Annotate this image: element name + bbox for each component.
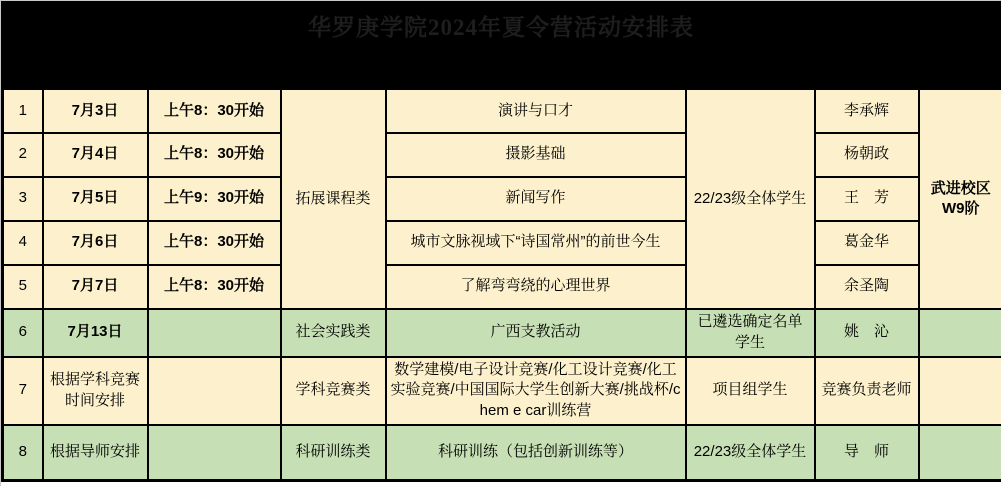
schedule-table — [1, 87, 1001, 482]
category-cell-merged: 拓展课程类 — [281, 89, 386, 309]
teacher-cell: 李承辉 — [815, 89, 919, 133]
location-cell-merged — [919, 89, 1001, 309]
row-number-cell: 3 — [3, 177, 43, 221]
date-cell: 7月3日 — [43, 89, 148, 133]
table-row — [3, 425, 1001, 481]
time-cell — [148, 309, 281, 357]
row-number-cell: 1 — [3, 89, 43, 133]
table-row — [3, 133, 1001, 177]
location-line2: W9阶 — [941, 199, 980, 217]
time-cell: 上午8：30开始 — [148, 89, 281, 133]
activity-cell: 了解弯弯绕的心理世界 — [386, 265, 686, 309]
row-number-cell: 2 — [3, 133, 43, 177]
teacher-cell: 竞赛负责老师 — [815, 357, 919, 425]
date-cell: 7月6日 — [43, 221, 148, 265]
table-row — [3, 177, 1001, 221]
time-cell: 上午8：30开始 — [148, 221, 281, 265]
date-cell: 7月13日 — [43, 309, 148, 357]
teacher-cell: 葛金华 — [815, 221, 919, 265]
activity-cell: 演讲与口才 — [386, 89, 686, 133]
teacher-cell: 杨朝政 — [815, 133, 919, 177]
table-row — [3, 89, 1001, 133]
table-row — [3, 309, 1001, 357]
activity-cell: 城市文脉视域下“诗国常州”的前世今生 — [386, 221, 686, 265]
date-cell: 7月4日 — [43, 133, 148, 177]
table-row — [3, 265, 1001, 309]
location-cell — [919, 425, 1001, 481]
location-cell — [919, 309, 1001, 357]
date-cell: 根据导师安排 — [43, 425, 148, 481]
participants-cell-merged: 22/23级全体学生 — [686, 89, 815, 309]
date-cell: 7月7日 — [43, 265, 148, 309]
activity-cell: 广西支教活动 — [386, 309, 686, 357]
teacher-cell: 导 师 — [815, 425, 919, 481]
time-cell — [148, 357, 281, 425]
activity-cell: 新闻写作 — [386, 177, 686, 221]
teacher-cell: 王 芳 — [815, 177, 919, 221]
teacher-cell: 余圣陶 — [815, 265, 919, 309]
row-number-cell: 6 — [3, 309, 43, 357]
location-cell — [919, 357, 1001, 425]
participants-cell: 项目组学生 — [686, 357, 815, 425]
category-cell: 科研训练类 — [281, 425, 386, 481]
page-title: 华罗庚学院2024年夏令营活动安排表 — [308, 15, 694, 40]
row-number-cell: 4 — [3, 221, 43, 265]
row-number-cell: 8 — [3, 425, 43, 481]
row-number-cell: 5 — [3, 265, 43, 309]
time-cell: 上午8：30开始 — [148, 133, 281, 177]
activity-cell: 数学建模/电子设计竞赛/化工设计竞赛/化工实验竞赛/中国国际大学生创新大赛/挑战杯/chem e car训练营 — [386, 357, 686, 425]
time-cell: 上午8：30开始 — [148, 265, 281, 309]
activity-cell: 摄影基础 — [386, 133, 686, 177]
time-cell — [148, 425, 281, 481]
category-cell: 社会实践类 — [281, 309, 386, 357]
participants-cell: 已遴选确定名单学生 — [686, 309, 815, 357]
location-line1: 武进校区 — [930, 179, 991, 197]
date-cell: 根据学科竞赛时间安排 — [43, 357, 148, 425]
date-cell: 7月5日 — [43, 177, 148, 221]
category-cell: 学科竞赛类 — [281, 357, 386, 425]
activity-cell: 科研训练（包括创新训练等） — [386, 425, 686, 481]
participants-cell: 22/23级全体学生 — [686, 425, 815, 481]
row-number-cell: 7 — [3, 357, 43, 425]
table-row — [3, 221, 1001, 265]
title-band — [1, 1, 1001, 87]
table-row — [3, 357, 1001, 425]
time-cell: 上午9：30开始 — [148, 177, 281, 221]
teacher-cell: 姚 沁 — [815, 309, 919, 357]
